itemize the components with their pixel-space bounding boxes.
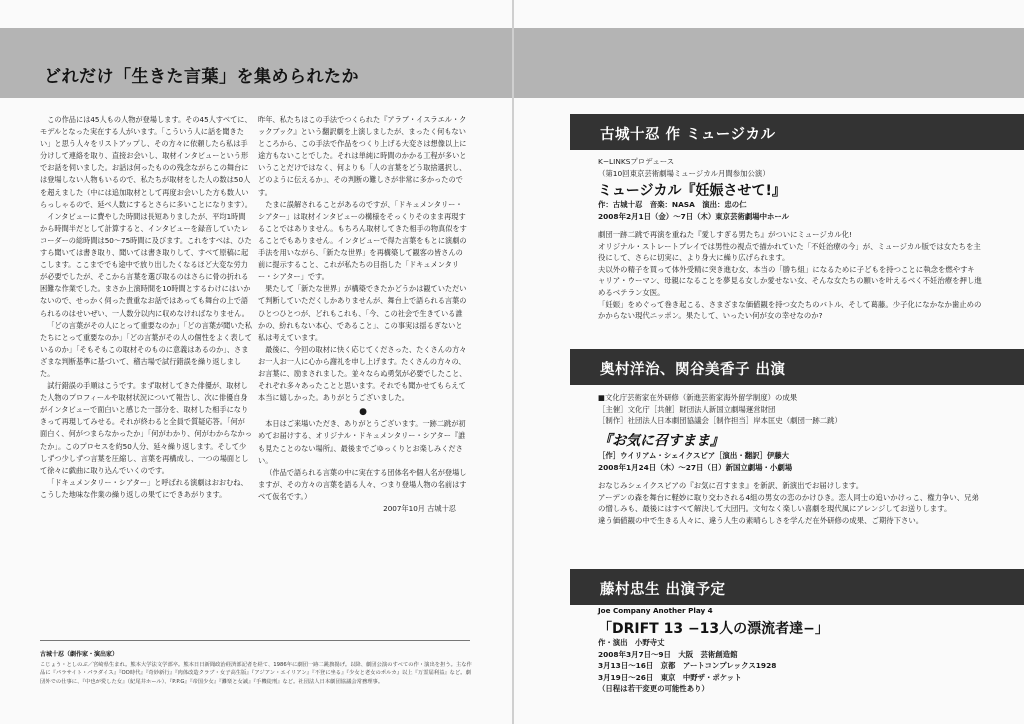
show-title: 『お気に召すまま』 bbox=[598, 433, 724, 449]
show-title: ミュージカル『妊娠させて!』 bbox=[598, 183, 786, 199]
production-meta bbox=[598, 156, 978, 179]
show-info bbox=[598, 199, 978, 222]
credits: ［作］ウイリアム・シェイクスピア［演出・翻訳］伊藤大 bbox=[598, 451, 790, 460]
section-title: 古城十忍 作 ミュージカル bbox=[600, 127, 776, 143]
event-note: （第10回東京芸術劇場ミュージカル月間参加公演） bbox=[598, 168, 770, 178]
paragraph: アーデンの森を舞台に軽妙に取り交わされる4組の男女の恋のかけひき。恋人同士の追いかけっこ、権力争い、兄弟の憎しみも、最後にはすべて解決して大団円。文句なく楽しい喜劇を現代風にアレンジしてお送りします。 bbox=[598, 492, 979, 514]
credits: 作：古城十忍 音楽：NASA 演出：忠の仁 bbox=[598, 200, 747, 209]
paragraph: おなじみシェイクスピアの『お気に召すまま』を新訳、新演出でお届けします。 bbox=[598, 481, 864, 490]
paragraph: この作品には45人もの人物が登場します。その45人すべてに、モデルとなった実在する人がいます。「こういう人に話を聞きたい」と思う人々をリストアップし、その方々に依頼したら私は手分けして連絡を取り、直接お会いし、取材インタビューという形でお話を伺いました。お話は何ったものの残念ながらこの舞台には登場しない人物もいるので、私たちが取材をした人の数は50人を超えました（中には追加取材として再度お会いした方も数人いらっしゃるので、延べ人数にするとさらに多いことになります）。 bbox=[40, 115, 252, 209]
section-header-cast bbox=[570, 349, 1024, 385]
bio-heading: 古城十忍（劇作家・演出家） bbox=[40, 651, 119, 658]
paragraph: たまに誤解されることがあるのですが、「ドキュメンタリー・シアター」は取材インタビューの構様をそっくりそのまま再現することではありません。もちろん取材してきた相手の物真似をすることでもありません。インタビューで得た言葉をもとに演劇の手法を用いながら、「新たな世界」を再構築して観客の皆さんの前に提示すること、これが私たちの目指した「ドキュメンタリー・シアター」です。 bbox=[258, 199, 467, 282]
schedule: 2008年1月24日（木）〜27日（日）新国立劇場・小劇場 bbox=[598, 462, 793, 472]
paragraph: 本日はご来場いただき、ありがとうございます。一跡二跳が初めてお届けする、オリジナル・ドキュメンタリー・シアター『誰も見たことのない場所』、最後までごゆっくりとお楽しみください。 bbox=[258, 419, 466, 465]
article-column-1 bbox=[40, 114, 252, 501]
company-name: Joe Company Another Play 4 bbox=[598, 606, 713, 615]
show-info bbox=[598, 450, 978, 473]
divider bbox=[40, 640, 470, 641]
section-header-musical bbox=[570, 114, 1024, 150]
meta-line: ［制作］社団法人日本劇団協議会［制作担当］岸本匡史（劇団一跡二跳） bbox=[598, 416, 842, 426]
paragraph: 果たして「新たな世界」が構築できたかどうかは観ていただいて判断していただくしかありませんが、舞台上で語られる言葉のひとつひとつが、どれもこれも、「今、この社会で生きている誰かの、紛れもない本心、であること」、この事実は揺るぎないと私は考えています。 bbox=[258, 284, 467, 342]
schedule-line: 3月19日〜26日 東京 中野ザ・ポケット bbox=[598, 672, 742, 682]
paragraph: 昨年、私たちはこの手法でつくられた『アラブ・イスラエル・クックブック』という翻訳劇を上演しましたが、まったく何もないところから、この手法で作品をつくり上げる大変さは想像以上に途方もないことでした。それは単純に時間のかかる工程が多いということだけではなく、何よりも「人の言葉をどう取捨選択し、どのように伝えるか」、その判断の難しさが非常に多かったのです。 bbox=[258, 115, 467, 197]
section-title: 藤村忠生 出演予定 bbox=[600, 582, 726, 598]
producer: K−LINKSプロデュース bbox=[598, 157, 675, 166]
schedule-line: 2008年3月7日〜9日 大阪 芸術創造館 bbox=[598, 649, 738, 659]
section-bullet: ● bbox=[359, 407, 367, 418]
meta-line: ■文化庁芸術家在外研修（新進芸術家海外留学制度）の成果 bbox=[598, 393, 798, 402]
paragraph: 「妊娠」をめぐって巻き起こる、さまざまな価値観を持つ女たちのバトル、そして葛藤。少子化になかなか歯止めのかからない現代ニッポン。果たして、いったい何が女の幸せなのか? bbox=[598, 299, 982, 321]
paragraph: 夫以外の精子を買って体外受精に突き進む女、本当の「勝ち組」になるために子どもを持つことに執念を燃やすキャリア・ウーマン、母親になることを夢見る女しか愛せない女、そんな女たちの願いを叶えるべく不妊治療を押し進めるベテラン女医。 bbox=[598, 264, 982, 297]
production-meta bbox=[598, 392, 978, 427]
show-description bbox=[598, 480, 982, 526]
paragraph: 試行錯誤の手順はこうです。まず取材してきた俳優が、取材した人物のプロフィールや取材状況について報告し、次に俳優自身がインタビューで面白いと感じた一部分を、取材した相手になりきって再現してみせる。それが終わると全員で質疑応答。「何が面白く、何がつまらなかったか」「何がわかり、何がわからなかったか」。このプロセスを約50人分、延々繰り返します。そして少しずつ少しずつ言葉を圧縮し、言葉を再構成し、一つの場面として徐々に戯曲に取り込んでいくのです。 bbox=[40, 381, 252, 475]
schedule-note: （日程は若干変更の可能性あり） bbox=[598, 684, 709, 694]
paragraph: 違う価値観の中で生きる人々に、違う人生の素晴らしさを学んだ在外研修の成果、ご期待下さい。 bbox=[598, 515, 924, 525]
section-title: 奥村洋治、関谷美香子 出演 bbox=[600, 362, 786, 378]
meta-line: ［主催］文化庁［共催］財団法人新国立劇場運営財団 bbox=[598, 404, 776, 414]
paragraph: 劇団一跡二跳で再演を重ねた『愛しすぎる男たち』がついにミュージカル化! bbox=[598, 230, 852, 239]
paragraph: オリジナル・ストレートプレイでは男性の視点で描かれていた「不妊治療の今」が、ミュージカル版では女たちを主役にして、さらに切実に、より身大に繰り広げられます。 bbox=[598, 241, 981, 263]
show-description bbox=[598, 229, 982, 322]
section-header-upcoming bbox=[570, 569, 1024, 605]
schedule-line: 3月13日〜16日 京都 アートコンプレックス1928 bbox=[598, 661, 777, 671]
credits: 作・演出 小野寺丈 bbox=[598, 638, 665, 647]
show-info bbox=[598, 637, 978, 695]
paragraph: 「どの言葉がその人にとって重要なのか」「どの言葉が聞いた私たちにとって重要なのか」「どの言葉がその人の個性をよく表しているのか」「そもそもこの取材そのものに意義はあるのか」、さまざまな判断基準に基づいて、稽古場で試行錯誤を繰り返しました。 bbox=[40, 320, 252, 378]
page-fold bbox=[512, 0, 514, 724]
paragraph: 最後に、今回の取材に快く応じてくださった、たくさんの方々お一人お一人に心から謝礼を申し上げます。たくさんの方々の、お言葉に、励まされました。並々ならぬ勇気が必要でしたこと、それぞれ多々あったことと思います。それでも聞かせてもらえて本当に嬉しかった。ありがとうございました。 bbox=[258, 344, 467, 403]
author-bio: こじょう・としのぶ／宮崎県生まれ。熊本大学法文学部卒。熊本日日新聞政治経済部記者を経て、1986年に劇団一跡二跳旗揚げ。以降、劇団公演のすべての作・演出を担う。主な作品に『パラサイト・パラダイス』『OO時代』『奇妙新行』『肉体改造クラブ・女子高生版』『アジアン・エイリアン』『不登に坐る』『少女と老女のポルカ』以上『万霊届利益』など。劇団外での仕事に、『中也が愛した女』（紀尾井ホール）、『P.P.G』『帝国少女』『灘楽と女誠』『手機徒刑』など。社団法人日本劇団協議会常務理事。 bbox=[40, 662, 472, 685]
paragraph: （作品で語られる言葉の中に実在する団体名や個人名が登場しますが、その方々の言葉を語る人々、つまり登場人物の名前はすべて仮名です。） bbox=[258, 467, 467, 501]
show-title: 「DRIFT 13 −13人の漂流者達−」 bbox=[598, 621, 829, 637]
paragraph: インタビューに費やした時間は長短ありましたが、平均1時間から時間半だとして計算すると、インタビューを録音していたレコーダーの総時間は50〜75時間に及びます。これをすべは、ひたすら聞いては書き取り、聞いては書き取りして、すべて原稿に起こします。ここまででも途中で放り出したくなるほど大変な労力が必要でしたが、そこから言葉を選び取るのはさらに骨の折れる困難な作業でした。まさか上演時間を10時間とするわけにはいかないので、せっかく伺った貴重なお話ではあっても舞台の上で語られるのはせいぜい、一人数分以内に収めなければなりません。 bbox=[40, 211, 252, 318]
paragraph: 「ドキュメンタリー・シアター」と呼ばれる演劇はおおむね、こうした地味な作業の繰り返しの果てにできあがります。 bbox=[40, 477, 248, 499]
right-header-band bbox=[514, 28, 1024, 98]
schedule: 2008年2月1日（金）〜7日（木）東京芸術劇場中ホール bbox=[598, 211, 790, 221]
article-column-2 bbox=[258, 114, 468, 515]
signature-date: 2007年10月 古城十忍 bbox=[383, 504, 456, 513]
article-title: どれだけ「生きた言葉」を集められたか bbox=[44, 67, 359, 87]
